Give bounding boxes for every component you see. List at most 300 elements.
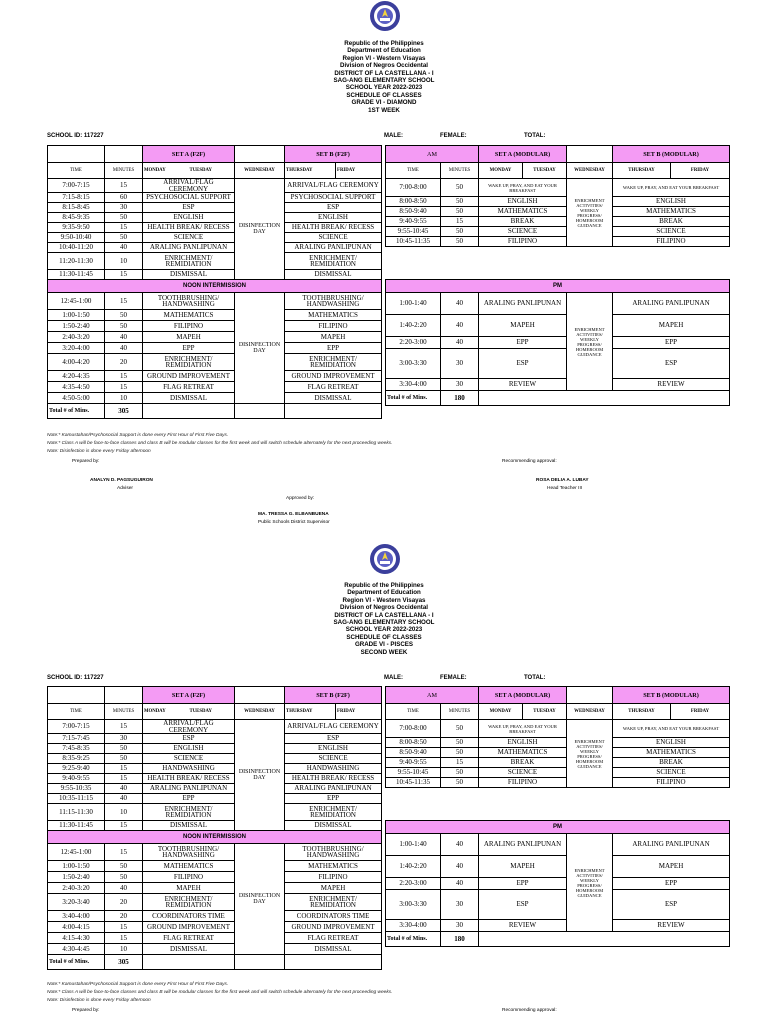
time-cell: 11:20-11:30 [48,253,105,270]
time-cell: 8:45-9:35 [48,213,105,223]
set-a-subject-cell: EPP [479,337,567,349]
set-b-subject-cell: GROUND IMPROVEMENT [285,371,382,382]
minutes-cell: 40 [105,343,143,354]
minutes-cell: 15 [105,293,143,310]
set-b-subject-cell: FILIPINO [613,778,730,788]
set-b-modular-header: SET B (MODULAR) [613,687,730,704]
time-cell: 4:30-4:45 [48,944,105,955]
adviser-title: Adviser [117,486,133,491]
grade-section: GRADE VI - DIAMOND [351,99,417,107]
set-b-subject-cell: MATHEMATICS [285,310,382,321]
day-header-row [48,704,382,720]
deped-seal-icon [369,543,401,575]
time-cell: 9:25-9:40 [48,764,105,774]
time-cell: 3:30-4:00 [386,920,441,932]
set-a-subject-cell: TOOTHBRUSHING/ HANDWASHING [143,844,235,861]
time-cell: 7:00-7:15 [48,720,105,734]
tuesday-header: TUESDAY [189,704,235,720]
set-header-row [386,687,730,704]
school-id-row [0,133,768,142]
set-b-subject-cell: ENRICHMENT/ REMIDIATION [285,804,382,821]
schedule-row [48,844,382,861]
minutes-cell: 15 [105,223,143,233]
schedule-row [48,922,382,933]
schedule-row [48,354,382,371]
minutes-cell: 50 [441,748,479,758]
schedule-row [386,778,730,788]
supervisor-title: Public Schools District Supervisor [258,520,330,525]
time-cell: 1:00-1:50 [48,861,105,872]
day-header-row [386,704,730,720]
set-a-subject-cell: REVIEW [479,920,567,932]
minutes-cell: 10 [105,944,143,955]
set-a-subject-cell: BREAK [479,217,567,227]
set-b-subject-cell: EPP [285,343,382,354]
set-a-subject-cell: MATHEMATICS [479,748,567,758]
total-row [386,932,730,947]
schedule-row [386,217,730,227]
wednesday-header: WEDNESDAY [235,163,285,179]
set-a-subject-cell: BREAK [479,758,567,768]
time-cell: 1:40-2:20 [386,315,441,337]
total-row [48,955,382,970]
set-b-subject-cell: ENGLISH [285,744,382,754]
set-a-subject-cell: DISMISSAL [143,393,235,404]
time-cell: 9:40-9:55 [386,758,441,768]
schedule-row [48,821,382,831]
set-b-subject-cell: ESP [285,734,382,744]
thursday-header: THURSDAY [613,704,671,720]
set-b-subject-cell: HANDWASHING [285,764,382,774]
minutes-cell: 15 [105,179,143,193]
schedule-row [48,393,382,404]
set-b-subject-cell: MATHEMATICS [613,748,730,758]
set-a-subject-cell: SCIENCE [479,227,567,237]
schedule-row [48,293,382,310]
note-line: Note:* Class A will be face-to-face classes and class B will be modular classes for the first week and will switch schedule alternately for the next proceeding weeks. [47,990,393,996]
set-b-subject-cell: DISMISSAL [285,944,382,955]
set-a-subject-cell: ARALING PANLIPUNAN [479,293,567,315]
set-b-subject-cell: FLAG RETREAT [285,382,382,393]
set-a-subject-cell: EPP [143,343,235,354]
schedule-row [48,883,382,894]
time-cell: 2:40-3:20 [48,883,105,894]
set-b-subject-cell: FILIPINO [285,321,382,332]
set-a-subject-cell: WAKE UP, PRAY, AND EAT YOUR BREAKFAST [479,179,567,197]
time-cell: 1:00-1:50 [48,310,105,321]
minutes-cell: 15 [105,933,143,944]
schedule-row [48,872,382,883]
time-cell: 8:35-9:25 [48,754,105,764]
enrichment-cell: ENRICHMENT ACTIVITIES/ WEEKLY PROGRESS/ HOMEROOM GUIDANCE [567,293,613,391]
set-a-subject-cell: ENGLISH [143,213,235,223]
minutes-cell: 10 [105,804,143,821]
f2f-schedule-table [47,145,382,419]
set-a-subject-cell: FILIPINO [479,778,567,788]
minutes-cell: 50 [441,237,479,247]
prepared-by-label: Prepared by: [72,1008,100,1013]
set-b-subject-cell: MATHEMATICS [285,861,382,872]
minutes-cell: 40 [105,332,143,343]
set-a-subject-cell: MATHEMATICS [479,207,567,217]
time-cell: 10:45-11:35 [386,237,441,247]
minutes-cell: 15 [441,758,479,768]
friday-header: FRIDAY [336,163,382,179]
set-b-subject-cell: TOOTHBRUSHING/ HANDWASHING [285,293,382,310]
schedule-row [386,379,730,391]
schedule-row [48,321,382,332]
minutes-cell: 30 [441,890,479,920]
set-a-subject-cell: TOOTHBRUSHING/ HANDWASHING [143,293,235,310]
minutes-cell: 15 [105,774,143,784]
header-line: Republic of the Philippines [344,582,424,589]
set-a-subject-cell: ARRIVAL/FLAG CEREMONY [143,179,235,193]
set-a-subject-cell: EPP [143,794,235,804]
head-teacher-name: ROSA DELIA A. LUBAY [536,478,589,483]
minutes-cell: 50 [441,738,479,748]
schedule-row [386,293,730,315]
schedule-row [48,203,382,213]
noon-intermission-row [48,831,382,844]
schedule-row [48,804,382,821]
time-cell: 9:55-10:45 [386,227,441,237]
set-header-row [48,687,382,704]
thursday-header: THURSDAY [613,163,671,179]
female-label: FEMALE: [440,133,467,139]
time-cell: 8:15-8:45 [48,203,105,213]
time-cell: 11:30-11:45 [48,821,105,831]
set-b-subject-cell: REVIEW [613,920,730,932]
minutes-cell: 15 [105,720,143,734]
set-a-subject-cell: GROUND IMPROVEMENT [143,922,235,933]
note-line: Note: Disinfection is done every Friday afternoon [47,998,151,1004]
set-b-subject-cell: BREAK [613,758,730,768]
time-cell: 4:50-5:00 [48,393,105,404]
schedule-row [48,253,382,270]
time-cell: 3:20-4:00 [48,343,105,354]
set-b-subject-cell: MAPEH [613,315,730,337]
pm-header: PM [386,821,730,834]
grade-section: GRADE VI - PISCES [354,641,414,649]
schedule-row [48,861,382,872]
set-a-subject-cell: ENGLISH [479,197,567,207]
time-cell: 9:55-10:45 [386,768,441,778]
notes [47,432,392,457]
schedule-row [386,768,730,778]
header-line: SCHOOL YEAR 2022-2023 [345,84,423,92]
header-line: DISTRICT OF LA CASTELLANA - I [334,69,434,77]
header-line: Republic of the Philippines [344,40,424,47]
minutes-cell: 50 [441,197,479,207]
set-a-subject-cell: ENGLISH [479,738,567,748]
set-a-subject-cell: HEALTH BREAK/ RECESS [143,774,235,784]
school-id: SCHOOL ID: 117227 [47,675,104,681]
adviser-signature [90,478,153,483]
set-a-subject-cell: FILIPINO [143,872,235,883]
friday-header: FRIDAY [671,163,730,179]
schedule-row [48,720,382,734]
set-b-subject-cell: SCIENCE [613,768,730,778]
total-mins-value: 180 [441,932,479,947]
schedule-row [48,332,382,343]
schedule-row [48,310,382,321]
time-cell: 9:40-9:55 [386,217,441,227]
pm-header-row [386,280,730,293]
document-header [0,40,768,114]
set-a-modular-header: SET A (MODULAR) [479,687,567,704]
time-header: TIME [48,704,105,720]
disinfection-day-cell: DISINFECTION DAY [235,293,285,404]
total-label: TOTAL: [524,675,546,681]
day-header-row [48,163,382,179]
set-a-subject-cell: MAPEH [479,856,567,878]
tuesday-header: TUESDAY [523,704,567,720]
total-mins-value: 305 [105,955,143,970]
minutes-cell: 40 [441,856,479,878]
minutes-cell: 60 [105,193,143,203]
header-line: SCHEDULE OF CLASSES [346,633,422,641]
set-b-subject-cell: FILIPINO [285,872,382,883]
time-cell: 12:45-1:00 [48,844,105,861]
minutes-cell: 40 [105,243,143,253]
total-mins-label: Total # of Mins. [386,932,441,947]
set-b-subject-cell: MAPEH [285,883,382,894]
set-a-subject-cell: GROUND IMPROVEMENT [143,371,235,382]
time-cell: 11:15-11:30 [48,804,105,821]
set-b-subject-cell: EPP [613,878,730,890]
tuesday-header: TUESDAY [189,163,235,179]
supervisor-signature [258,512,329,517]
schedule-row [386,179,730,197]
minutes-cell: 50 [105,754,143,764]
time-cell: 10:45-11:35 [386,778,441,788]
set-a-modular-header: SET A (MODULAR) [479,146,567,163]
set-b-subject-cell: ESP [613,349,730,379]
notes [47,981,392,1006]
recommending-label: Recommending approval: [502,1008,557,1013]
schedule-row [386,738,730,748]
set-a-subject-cell: ESP [143,203,235,213]
set-a-subject-cell: ENRICHMENT/ REMIDIATION [143,804,235,821]
minutes-cell: 20 [105,911,143,922]
set-b-subject-cell: BREAK [613,217,730,227]
set-b-subject-cell: ENRICHMENT/ REMIDIATION [285,354,382,371]
minutes-header: MINUTES [441,704,479,720]
set-a-subject-cell: COORDINATORS TIME [143,911,235,922]
schedule-row [386,197,730,207]
minutes-cell: 50 [441,768,479,778]
schedule-row [48,744,382,754]
header-line: Division of Negros Occidental [339,604,429,612]
set-b-subject-cell: ARALING PANLIPUNAN [613,834,730,856]
set-b-f2f-header: SET B (F2F) [285,146,382,163]
note-line: Note: Disinfection is done every Friday afternoon [47,449,151,455]
prepared-by-label: Prepared by: [72,459,100,464]
set-a-subject-cell: DISMISSAL [143,821,235,831]
time-cell: 9:35-9:50 [48,223,105,233]
schedule-row [48,233,382,243]
minutes-cell: 50 [441,207,479,217]
set-a-subject-cell: ARRIVAL/FLAG CEREMONY [143,720,235,734]
wednesday-header: WEDNESDAY [235,704,285,720]
set-a-subject-cell: PSYCHOSOCIAL SUPPORT [143,193,235,203]
noon-intermission: NOON INTERMISSION [48,280,382,293]
time-cell: 7:15-8:15 [48,193,105,203]
note-line: Note:* Kamustahan/Psychosocial Support is done every First Hour of First Five Days. [47,433,229,438]
set-a-subject-cell: MAPEH [143,883,235,894]
schedule-row [48,933,382,944]
time-cell: 11:30-11:45 [48,270,105,280]
minutes-cell: 50 [441,778,479,788]
am-header: AM [386,146,479,163]
header-line: Region VI - Western Visayas [342,54,426,62]
set-b-subject-cell: MAPEH [285,332,382,343]
time-cell: 8:50-9:40 [386,748,441,758]
schedule-row [386,349,730,379]
minutes-header: MINUTES [441,163,479,179]
set-a-subject-cell: ESP [479,349,567,379]
set-a-subject-cell: ESP [479,890,567,920]
set-b-subject-cell: ENGLISH [613,197,730,207]
set-a-subject-cell: ARALING PANLIPUNAN [143,243,235,253]
schedule-row [386,315,730,337]
time-cell: 10:35-11:15 [48,794,105,804]
monday-header: MONDAY [143,163,189,179]
minutes-cell: 50 [105,861,143,872]
schedule-row [48,754,382,764]
header-line: DISTRICT OF LA CASTELLANA - I [334,611,434,619]
minutes-cell: 15 [105,371,143,382]
set-b-subject-cell: ENRICHMENT/ REMIDIATION [285,894,382,911]
set-b-subject-cell: SCIENCE [613,227,730,237]
schedule-row [48,343,382,354]
set-a-subject-cell: ARALING PANLIPUNAN [143,784,235,794]
minutes-header: MINUTES [105,704,143,720]
time-cell: 7:15-7:45 [48,734,105,744]
set-b-modular-header: SET B (MODULAR) [613,146,730,163]
minutes-cell: 50 [105,213,143,223]
schedule-row [48,243,382,253]
schedule-row [386,748,730,758]
time-cell: 10:40-11:20 [48,243,105,253]
time-cell: 8:50-9:40 [386,207,441,217]
set-b-subject-cell: ARRIVAL/FLAG CEREMONY [285,720,382,734]
schedule-row [48,794,382,804]
header-line: Region VI - Western Visayas [342,596,426,604]
f2f-schedule-table [47,686,382,970]
thursday-header: THURSDAY [285,163,336,179]
set-a-subject-cell: ENGLISH [143,744,235,754]
adviser-name: ANALYN D. PAGSUGUIRON [90,478,153,483]
set-a-subject-cell: ENRICHMENT/ REMIDIATION [143,253,235,270]
time-cell: 7:00-8:00 [386,720,441,738]
time-cell: 3:30-4:00 [386,379,441,391]
set-a-subject-cell: ARALING PANLIPUNAN [479,834,567,856]
disinfection-day-cell: DISINFECTION DAY [235,720,285,831]
schedule-row [48,213,382,223]
minutes-cell: 10 [105,393,143,404]
total-mins-value: 180 [441,391,479,406]
set-b-subject-cell: MAPEH [613,856,730,878]
time-cell: 3:40-4:00 [48,911,105,922]
spacer-row [386,247,730,280]
set-a-subject-cell: MAPEH [143,332,235,343]
schedule-row [386,758,730,768]
noon-intermission-row [48,280,382,293]
set-a-subject-cell: HANDWASHING [143,764,235,774]
tuesday-header: TUESDAY [523,163,567,179]
time-header: TIME [48,163,105,179]
set-b-subject-cell: EPP [613,337,730,349]
set-a-subject-cell: REVIEW [479,379,567,391]
time-header: TIME [386,704,441,720]
minutes-cell: 40 [441,337,479,349]
minutes-cell: 15 [105,764,143,774]
set-b-subject-cell: MATHEMATICS [613,207,730,217]
schedule-row [386,920,730,932]
time-cell: 4:20-4:35 [48,371,105,382]
monday-header: MONDAY [143,704,189,720]
set-b-subject-cell: COORDINATORS TIME [285,911,382,922]
schedule-row [48,734,382,744]
monday-header: MONDAY [479,163,523,179]
minutes-cell: 50 [105,233,143,243]
wednesday-header: WEDNESDAY [567,704,613,720]
time-cell: 4:15-4:30 [48,933,105,944]
set-b-subject-cell: ARALING PANLIPUNAN [285,784,382,794]
friday-header: FRIDAY [671,704,730,720]
set-b-subject-cell: WAKE UP, PRAY, AND EAT YOUR BREAKFAST [613,720,730,738]
school-id-row [0,675,768,684]
time-cell: 2:20-3:00 [386,878,441,890]
minutes-cell: 40 [105,883,143,894]
total-row [386,391,730,406]
minutes-cell: 15 [105,821,143,831]
set-b-subject-cell: FLAG RETREAT [285,933,382,944]
set-b-subject-cell: EPP [285,794,382,804]
set-a-subject-cell: MATHEMATICS [143,861,235,872]
set-a-subject-cell: SCIENCE [143,233,235,243]
schedule-row [48,911,382,922]
minutes-cell: 40 [105,794,143,804]
time-cell: 4:00-4:20 [48,354,105,371]
minutes-cell: 40 [441,834,479,856]
minutes-cell: 15 [441,217,479,227]
schedule-row [48,774,382,784]
minutes-cell: 50 [441,179,479,197]
time-cell: 8:00-8:50 [386,197,441,207]
header-line: SAG-ANG ELEMENTARY SCHOOL [333,619,435,627]
schedule-row [386,207,730,217]
minutes-cell: 30 [441,920,479,932]
male-label: MALE: [384,133,403,139]
set-b-subject-cell: ARRIVAL/FLAG CEREMONY [285,179,382,193]
set-a-subject-cell: FILIPINO [479,237,567,247]
set-a-subject-cell: FLAG RETREAT [143,382,235,393]
minutes-cell: 40 [441,878,479,890]
disinfection-day-cell: DISINFECTION DAY [235,844,285,955]
time-cell: 1:40-2:20 [386,856,441,878]
time-header: TIME [386,163,441,179]
minutes-header: MINUTES [105,163,143,179]
minutes-cell: 30 [441,379,479,391]
time-cell: 8:00-8:50 [386,738,441,748]
schedule-row [48,270,382,280]
set-b-subject-cell: WAKE UP, PRAY, AND EAT YOUR BREAKFAST [613,179,730,197]
minutes-cell: 50 [105,321,143,332]
time-cell: 1:50-2:40 [48,321,105,332]
set-b-subject-cell: ESP [613,890,730,920]
